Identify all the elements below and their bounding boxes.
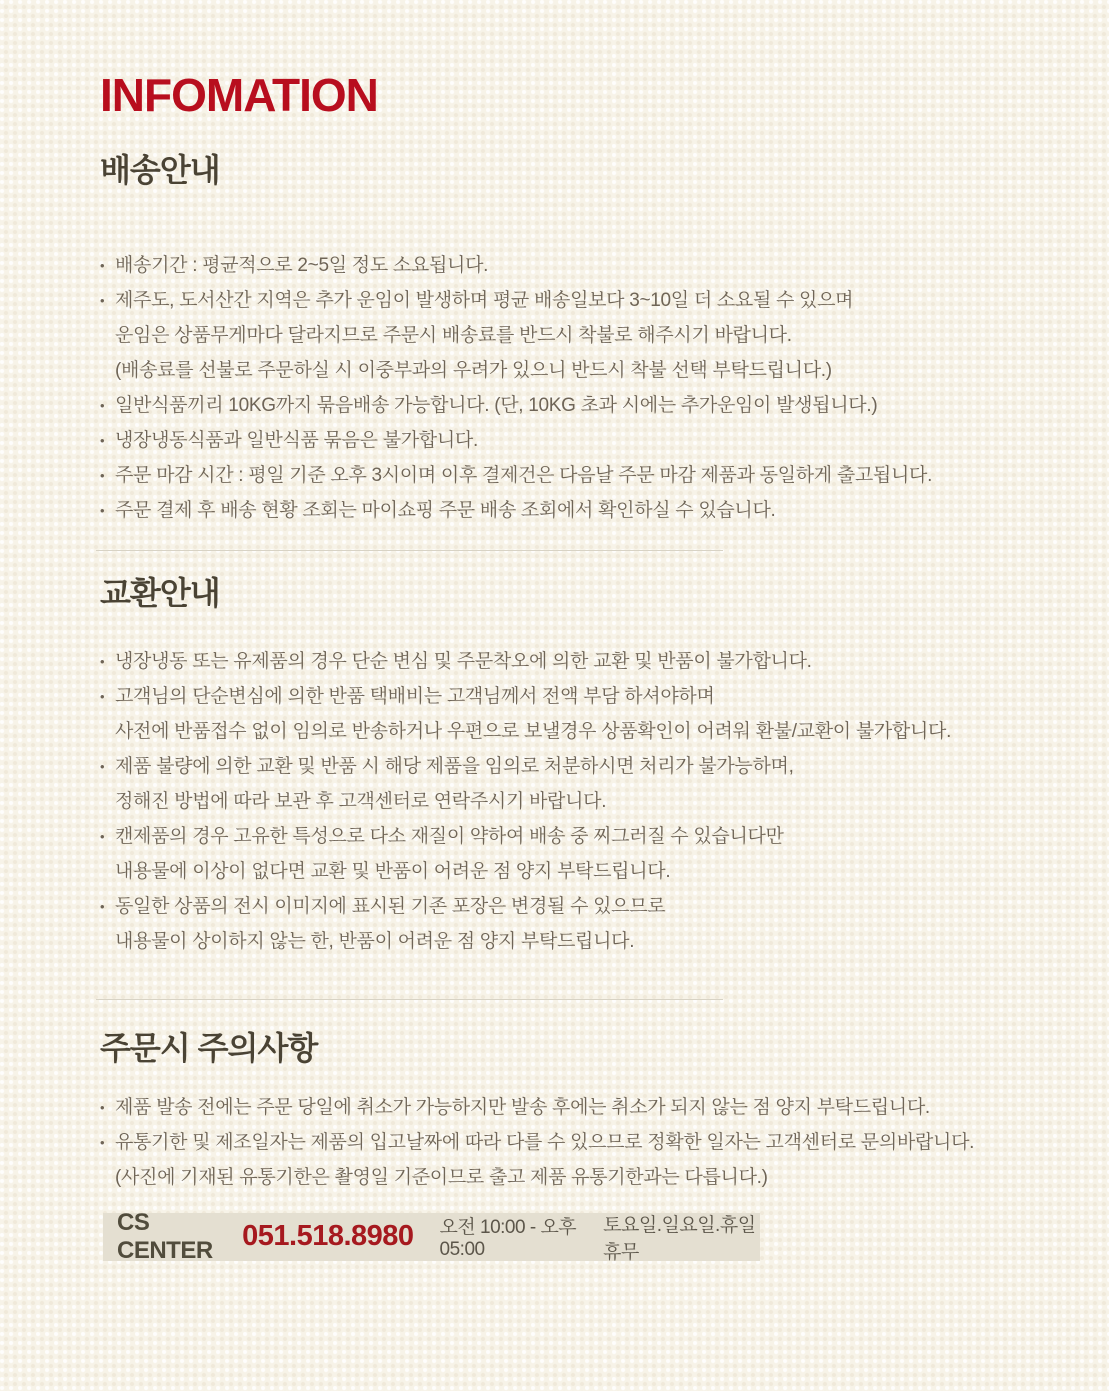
bullet-icon: • — [100, 829, 105, 845]
bullet-icon: • — [100, 467, 105, 483]
list-item-text: 제품 발송 전에는 주문 당일에 취소가 가능하지만 발송 후에는 취소가 되지 않는 점 양지 부탁드립니다. — [115, 1096, 930, 1118]
shipping-guide-heading: 배송안내 — [100, 152, 220, 188]
list-item-text: 내용물에 이상이 없다면 교환 및 반품이 어려운 점 양지 부탁드립니다. — [115, 861, 671, 883]
section-shipping-guide — [100, 154, 1069, 528]
list-item-text: 배송기간 : 평균적으로 2~5일 정도 소요됩니다. — [115, 254, 489, 276]
list-item-text: 유통기한 및 제조일자는 제품의 입고날짜에 따라 다를 수 있으므로 정확한 일자는 고객센터로 문의바랍니다. — [115, 1131, 975, 1153]
list-item-text: 주문 마감 시간 : 평일 기준 오후 3시이며 이후 결제건은 다음날 주문 마감 제품과 동일하게 출고됩니다. — [115, 464, 933, 486]
bullet-icon: • — [100, 1099, 105, 1115]
bullet-icon: • — [100, 899, 105, 915]
shipping-guide-list — [100, 248, 1069, 528]
list-item — [100, 493, 1069, 528]
list-item — [100, 248, 1069, 283]
section-divider — [96, 550, 723, 551]
cs-center-bar — [103, 1208, 760, 1264]
list-item — [100, 458, 1069, 493]
list-item — [100, 388, 1069, 423]
list-item-text: 냉장냉동식품과 일반식품 묶음은 불가합니다. — [115, 429, 478, 451]
list-item-continuation — [100, 353, 1069, 388]
bullet-icon: • — [100, 502, 105, 518]
list-item-text: 고객님의 단순변심에 의한 반품 택배비는 고객님께서 전액 부담 하셔야하며 — [115, 686, 715, 708]
list-item — [100, 819, 1069, 854]
section-order-cautions — [100, 1032, 1069, 1195]
bullet-icon: • — [100, 689, 105, 705]
section-divider — [96, 999, 723, 1000]
cs-center-hours: 오전 10:00 - 오후 05:00 — [439, 1217, 577, 1261]
list-item — [100, 423, 1069, 458]
list-item-text: 냉장냉동 또는 유제품의 경우 단순 변심 및 주문착오에 의한 교환 및 반품이 불가합니다. — [115, 651, 812, 673]
cs-center-label: CS CENTER — [117, 1208, 213, 1264]
cs-center-closed-days: 토요일.일요일.휴일 휴무 — [603, 1214, 756, 1263]
bullet-icon: • — [100, 432, 105, 448]
list-item-text: 일반식품끼리 10KG까지 묶음배송 가능합니다. (단, 10KG 초과 시에는 추가운임이 발생됩니다.) — [115, 394, 878, 416]
list-item-continuation — [100, 1160, 1069, 1195]
section-exchange-guide — [100, 574, 1069, 960]
list-item-text: 제품 불량에 의한 교환 및 반품 시 해당 제품을 임의로 처분하시면 처리가 불가능하며, — [115, 756, 794, 778]
list-item-continuation — [100, 318, 1069, 353]
list-item — [100, 749, 1069, 784]
list-item — [100, 1090, 1069, 1125]
exchange-guide-list — [100, 644, 1069, 959]
list-item-text: (배송료를 선불로 주문하실 시 이중부과의 우려가 있으니 반드시 착불 선택 부탁드립니다.) — [115, 359, 832, 381]
bullet-icon: • — [100, 1134, 105, 1150]
list-item — [100, 644, 1069, 679]
order-cautions-heading: 주문시 주의사항 — [100, 1030, 318, 1067]
list-item — [100, 889, 1069, 924]
bullet-icon: • — [100, 257, 105, 273]
cs-center-phone: 051.518.8980 — [242, 1220, 414, 1253]
list-item-text: 제주도, 도서산간 지역은 추가 운임이 발생하며 평균 배송일보다 3~10일 더 소요될 수 있으며 — [115, 289, 854, 311]
list-item-text: (사진에 기재된 유통기한은 촬영일 기준이므로 출고 제품 유통기한과는 다릅니다.) — [115, 1166, 768, 1188]
list-item-text: 캔제품의 경우 고유한 특성으로 다소 재질이 약하여 배송 중 찌그러질 수 있습니다만 — [115, 826, 784, 848]
bullet-icon: • — [100, 654, 105, 670]
list-item — [100, 283, 1069, 318]
list-item-text: 운임은 상품무게마다 달라지므로 주문시 배송료를 반드시 착불로 해주시기 바랍니다. — [115, 324, 792, 346]
list-item-text: 주문 결제 후 배송 현황 조회는 마이쇼핑 주문 배송 조회에서 확인하실 수 있습니다. — [115, 499, 776, 521]
order-cautions-list — [100, 1090, 1069, 1195]
list-item — [100, 1125, 1069, 1160]
list-item-text: 동일한 상품의 전시 이미지에 표시된 기존 포장은 변경될 수 있으므로 — [115, 896, 666, 918]
page-title: INFOMATION — [100, 69, 378, 121]
list-item-text: 내용물이 상이하지 않는 한, 반품이 어려운 점 양지 부탁드립니다. — [115, 931, 635, 953]
list-item-continuation — [100, 854, 1069, 889]
exchange-guide-heading: 교환안내 — [100, 574, 220, 611]
list-item — [100, 679, 1069, 714]
list-item-continuation — [100, 714, 1069, 749]
bullet-icon: • — [100, 759, 105, 775]
list-item-continuation — [100, 784, 1069, 819]
bullet-icon: • — [100, 397, 105, 413]
list-item-continuation — [100, 924, 1069, 959]
bullet-icon: • — [100, 292, 105, 308]
list-item-text: 사전에 반품접수 없이 임의로 반송하거나 우편으로 보낼경우 상품확인이 어려워 환불/교환이 불가합니다. — [115, 721, 952, 743]
list-item-text: 정해진 방법에 따라 보관 후 고객센터로 연락주시기 바랍니다. — [115, 791, 607, 813]
